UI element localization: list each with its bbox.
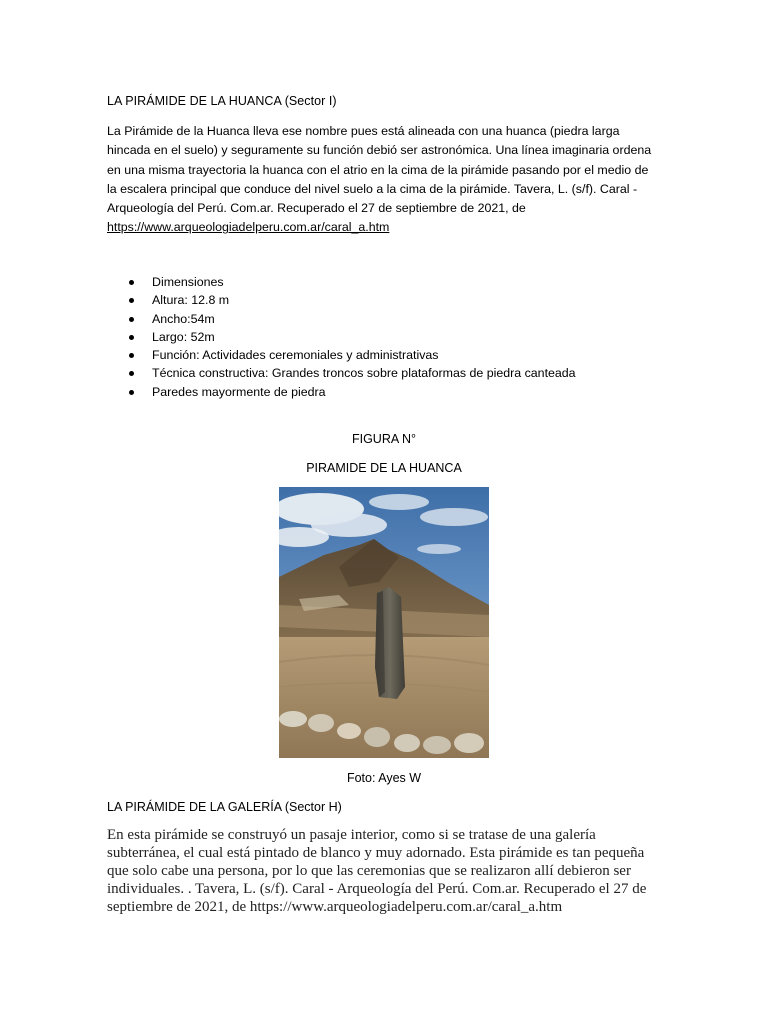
section-heading-huanca: LA PIRÁMIDE DE LA HUANCA (Sector I) [107,94,337,108]
bullet-icon [129,390,134,395]
paragraph-huanca [107,122,667,238]
paragraph-line: en una misma trayectoria la huanca con el atrio en la cima de la pirámide pasando por el medio de [107,162,649,177]
list-item: Paredes mayormente de piedra [107,383,576,401]
paragraph-line: la escalera principal que conduce del nivel suelo a la cima de la pirámide. Tavera, L. (s/f). Caral - [107,181,638,196]
bullet-icon [129,317,134,322]
paragraph-line: subterránea, el cual está pintado de blanco y muy adornado. Esta pirámide es tan pequeña [107,845,645,861]
list-item: Función: Actividades ceremoniales y administrativas [107,346,576,364]
figure-title: PIRAMIDE DE LA HUANCA [306,461,462,475]
paragraph-line: hincada en el suelo) y seguramente su función debió ser astronómica. Una línea imaginaria ordena [107,143,652,158]
list-item: Técnica constructiva: Grandes troncos sobre plataformas de piedra canteada [107,364,576,382]
bullet-icon [129,280,134,285]
paragraph-line: que solo cabe una persona, por lo que las ceremonias que se realizaron allí debieron ser [107,863,631,879]
paragraph-line: La Pirámide de la Huanca lleva ese nombre pues está alineada con una huanca (piedra larga [107,124,620,138]
pyramid-facts-list [107,273,576,401]
paragraph-line: En esta pirámide se construyó un pasaje interior, como si se tratase de una galería [107,827,596,843]
paragraph-galeria [107,826,667,916]
list-item: Altura: 12.8 m [107,291,576,309]
bullet-icon [129,353,134,358]
list-item: Dimensiones [107,273,576,291]
paragraph-line: Arqueología del Perú. Com.ar. Recuperado el 27 de septiembre de 2021, de [107,201,526,216]
bullet-icon [129,298,134,303]
figure-label: FIGURA N° [351,432,417,446]
section-heading-galeria: LA PIRÁMIDE DE LA GALERÍA (Sector H) [107,800,342,814]
paragraph-line: individuales. . Tavera, L. (s/f). Caral - Arqueología del Perú. Com.ar. Recuperado el 27 de [107,881,647,897]
list-item: Largo: 52m [107,328,576,346]
bullet-icon [129,335,134,340]
list-item: Ancho:54m [107,310,576,328]
paragraph-line: septiembre de 2021, de https://www.arqueologiadelperu.com.ar/caral_a.htm [107,899,563,915]
bullet-icon [129,371,134,376]
pyramid-photo [279,487,489,758]
reference-link[interactable]: https://www.arqueologiadelperu.com.ar/caral_a.htm [107,220,390,235]
photo-caption: Foto: Ayes W [346,771,422,785]
